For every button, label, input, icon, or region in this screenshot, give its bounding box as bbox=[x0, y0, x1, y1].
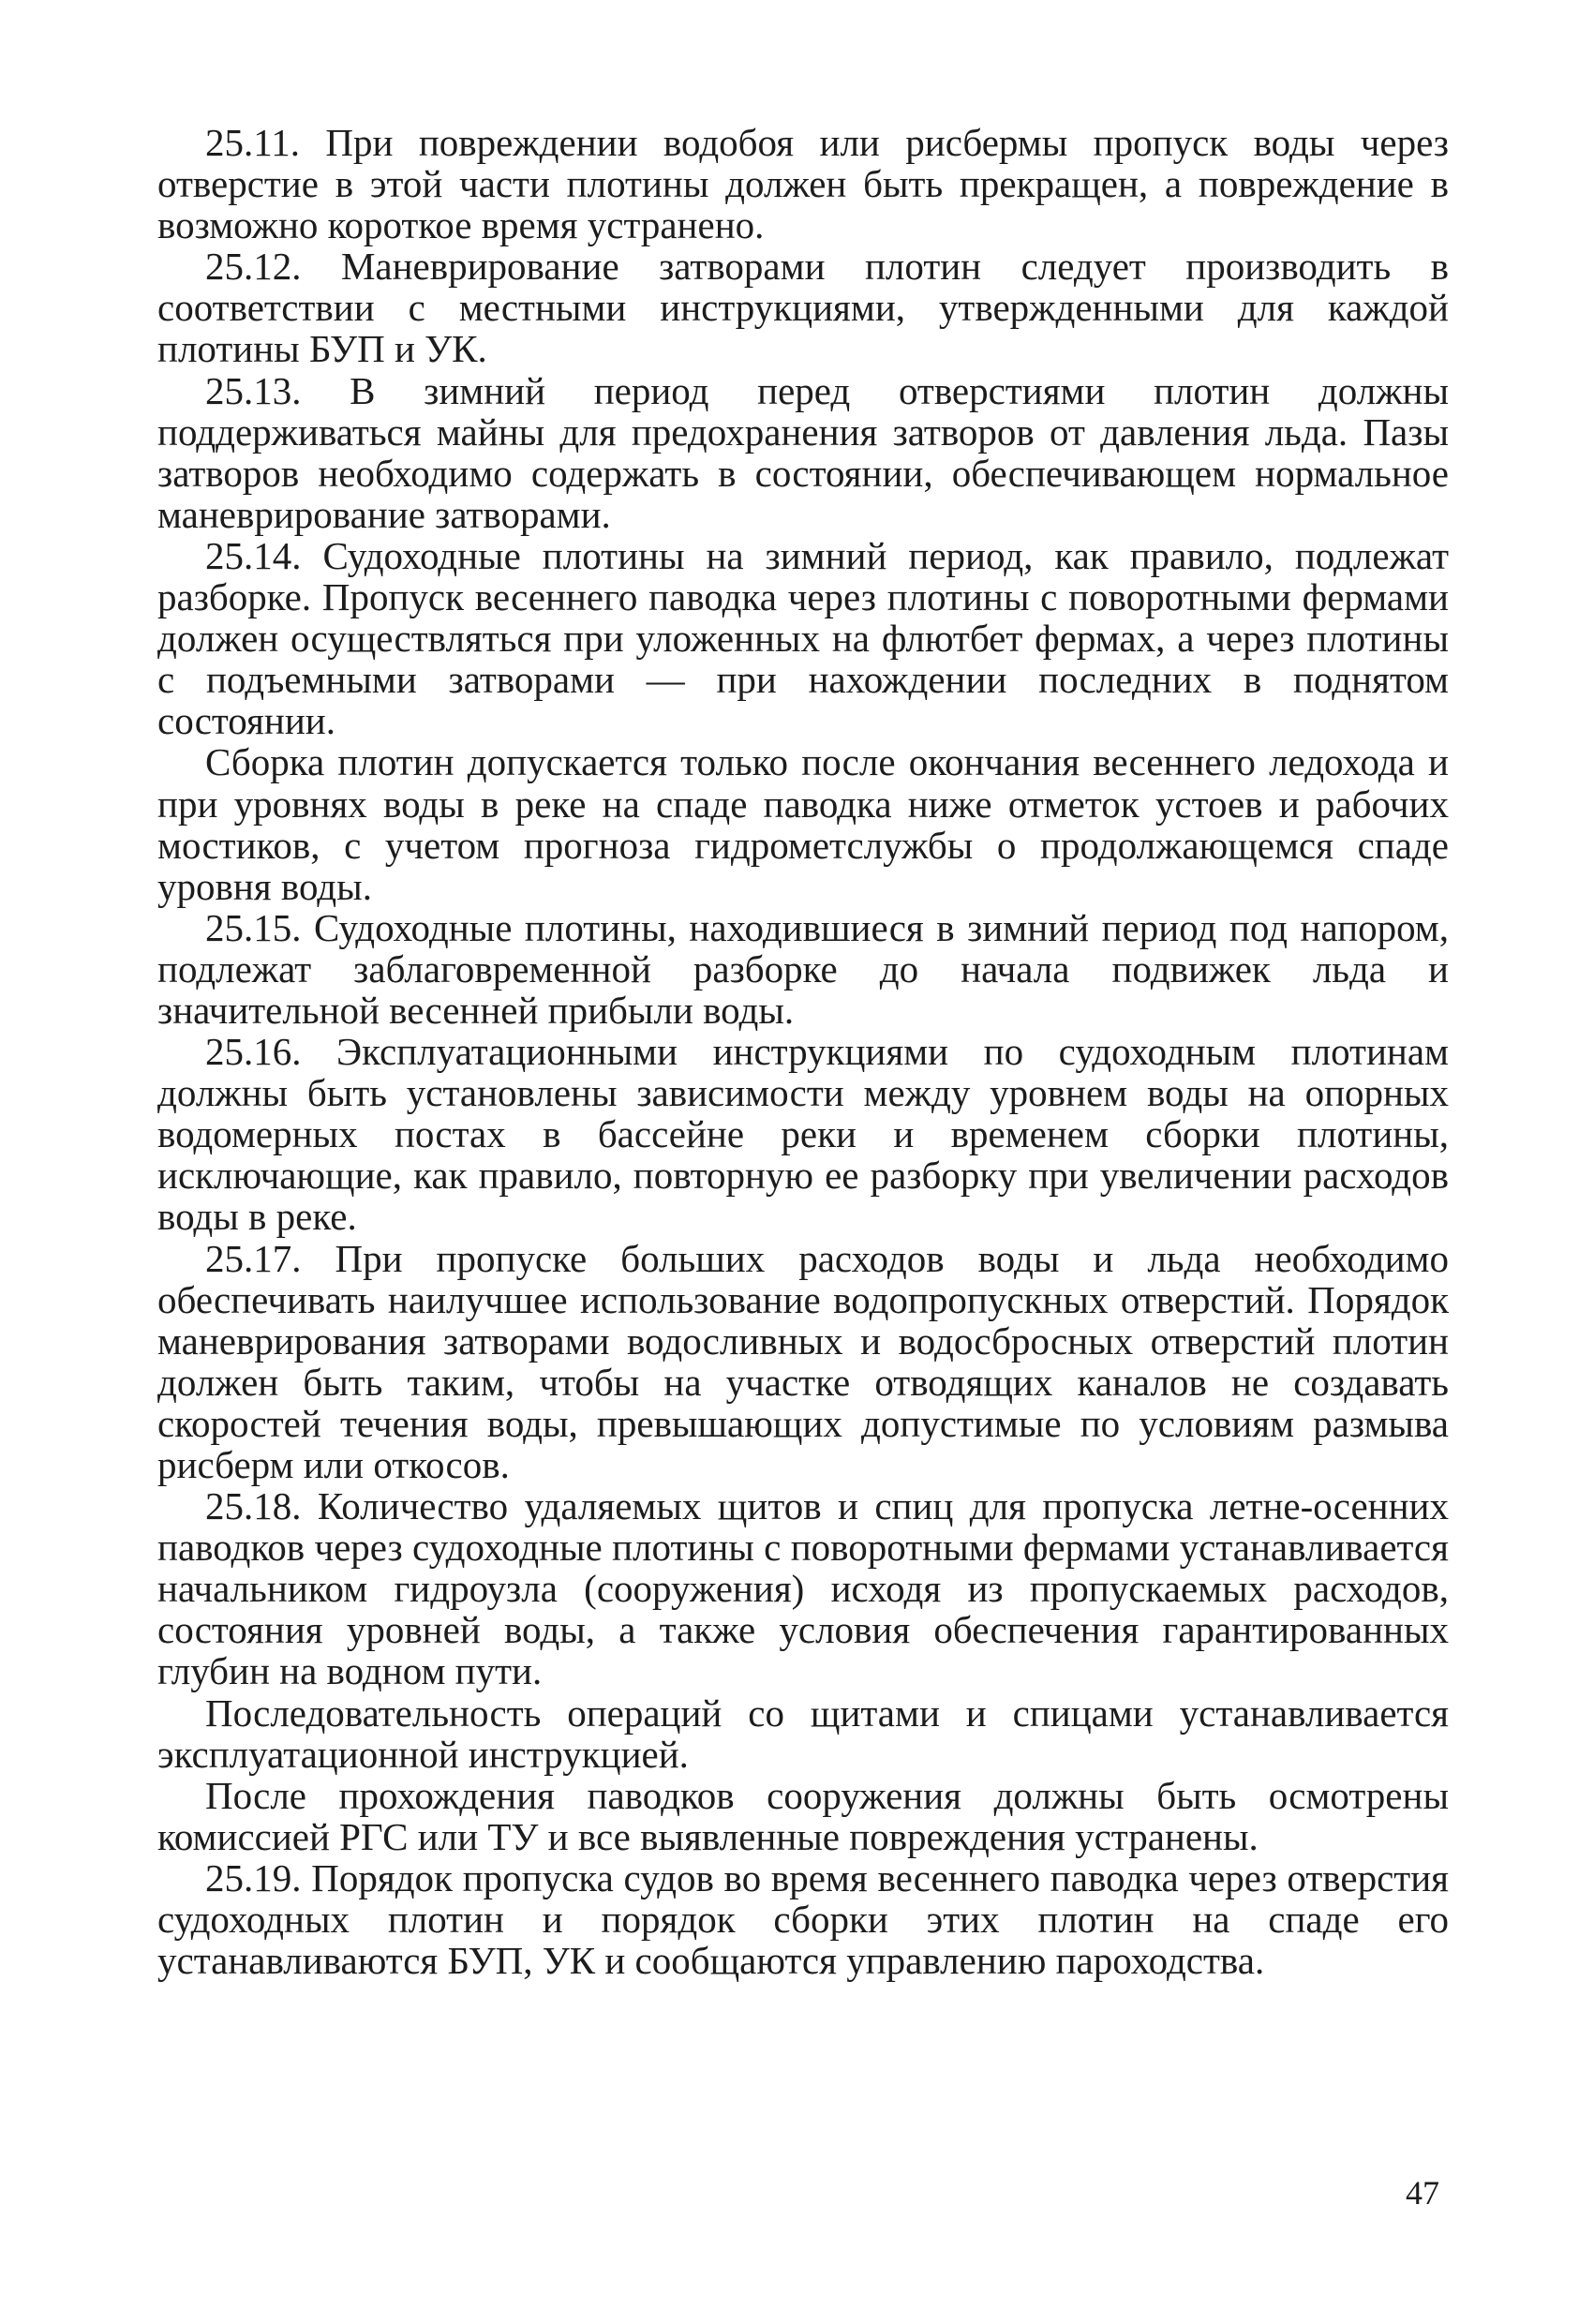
paragraph-25-18-sequence: Последовательность операций со щитами и спицами устанавливается эксплуатационной инструкцией. bbox=[157, 1691, 1449, 1776]
paragraph-25-11: 25.11. При повреждении водобоя или рисбермы пропуск воды через отверстие в этой части плотины должен быть прекращен, а повреждение в возможно короткое время устранено. bbox=[157, 121, 1449, 247]
paragraph-25-14-assembly: Сборка плотин допускается только после окончания весеннего ледохода и при уровнях воды в реке на спаде паводка ниже отметок устоев и рабочих мостиков, с учетом прогноза гидрометслужбы о продолжающемся спаде уровня воды. bbox=[157, 740, 1449, 908]
paragraph-25-14: 25.14. Судоходные плотины на зимний период, как правило, подлежат разборке. Пропуск весеннего паводка через плотины с поворотными фермами должен осуществляться при уложенных на флютбет фермах, а через плотины с подъемными затворами — при нахождении последних в поднятом состоянии. bbox=[157, 533, 1449, 743]
paragraph-25-18: 25.18. Количество удаляемых щитов и спиц для пропуска летне-осенних паводков через судоходные плотины с поворотными фермами устанавливается начальником гидроузла (сооружения) исходя из пропускаемых расходов, состояния уровней воды, а также условия обеспечения гарантированных глубин на водном пути. bbox=[157, 1484, 1449, 1693]
paragraph-25-19: 25.19. Порядок пропуска судов во время весеннего паводка через отверстия судоходных плотин и порядок сборки этих плотин на спаде его устанавливаются БУП, УК и сообщаются управлению пароходства. bbox=[157, 1855, 1449, 1983]
paragraph-25-13: 25.13. В зимний период перед отверстиями плотин должны поддерживаться майны для предохранения затворов от давления льда. Пазы затворов необходимо содержать в состоянии, обеспечивающем нормальное маневрирование затворами. bbox=[157, 368, 1449, 536]
document-page bbox=[157, 122, 1449, 2230]
paragraph-25-15: 25.15. Судоходные плотины, находившиеся в зимний период под напором, подлежат заблаговременной разборке до начала подвижек льда и значительной весенней прибыли воды. bbox=[157, 905, 1449, 1032]
paragraph-25-12: 25.12. Маневрирование затворами плотин следует производить в соответствии с местными инструкциями, утвержденными для каждой плотины БУП и УК. bbox=[157, 245, 1449, 371]
paragraph-25-17: 25.17. При пропуске больших расходов воды и льда необходимо обеспечивать наилучшее использование водопропускных отверстий. Порядок маневрирования затворами водосливных и водосбросных отверстий плотин должен быть таким, чтобы на участке отводящих каналов не создавать скоростей течения воды, превышающих допустимые по условиям размыва рисберм или откосов. bbox=[157, 1236, 1449, 1486]
paragraph-25-18-inspection: После прохождения паводков сооружения должны быть осмотрены комиссией РГС или ТУ и все выявленные повреждения устранены. bbox=[157, 1773, 1449, 1858]
page-number: 47 bbox=[1406, 2174, 1439, 2212]
paragraph-25-16: 25.16. Эксплуатационными инструкциями по судоходным плотинам должны быть установлены зависимости между уровнем воды на опорных водомерных постах в бассейне реки и временем сборки плотины, исключающие, как правило, повторную ее разборку при увеличении расходов воды в реке. bbox=[157, 1030, 1449, 1239]
